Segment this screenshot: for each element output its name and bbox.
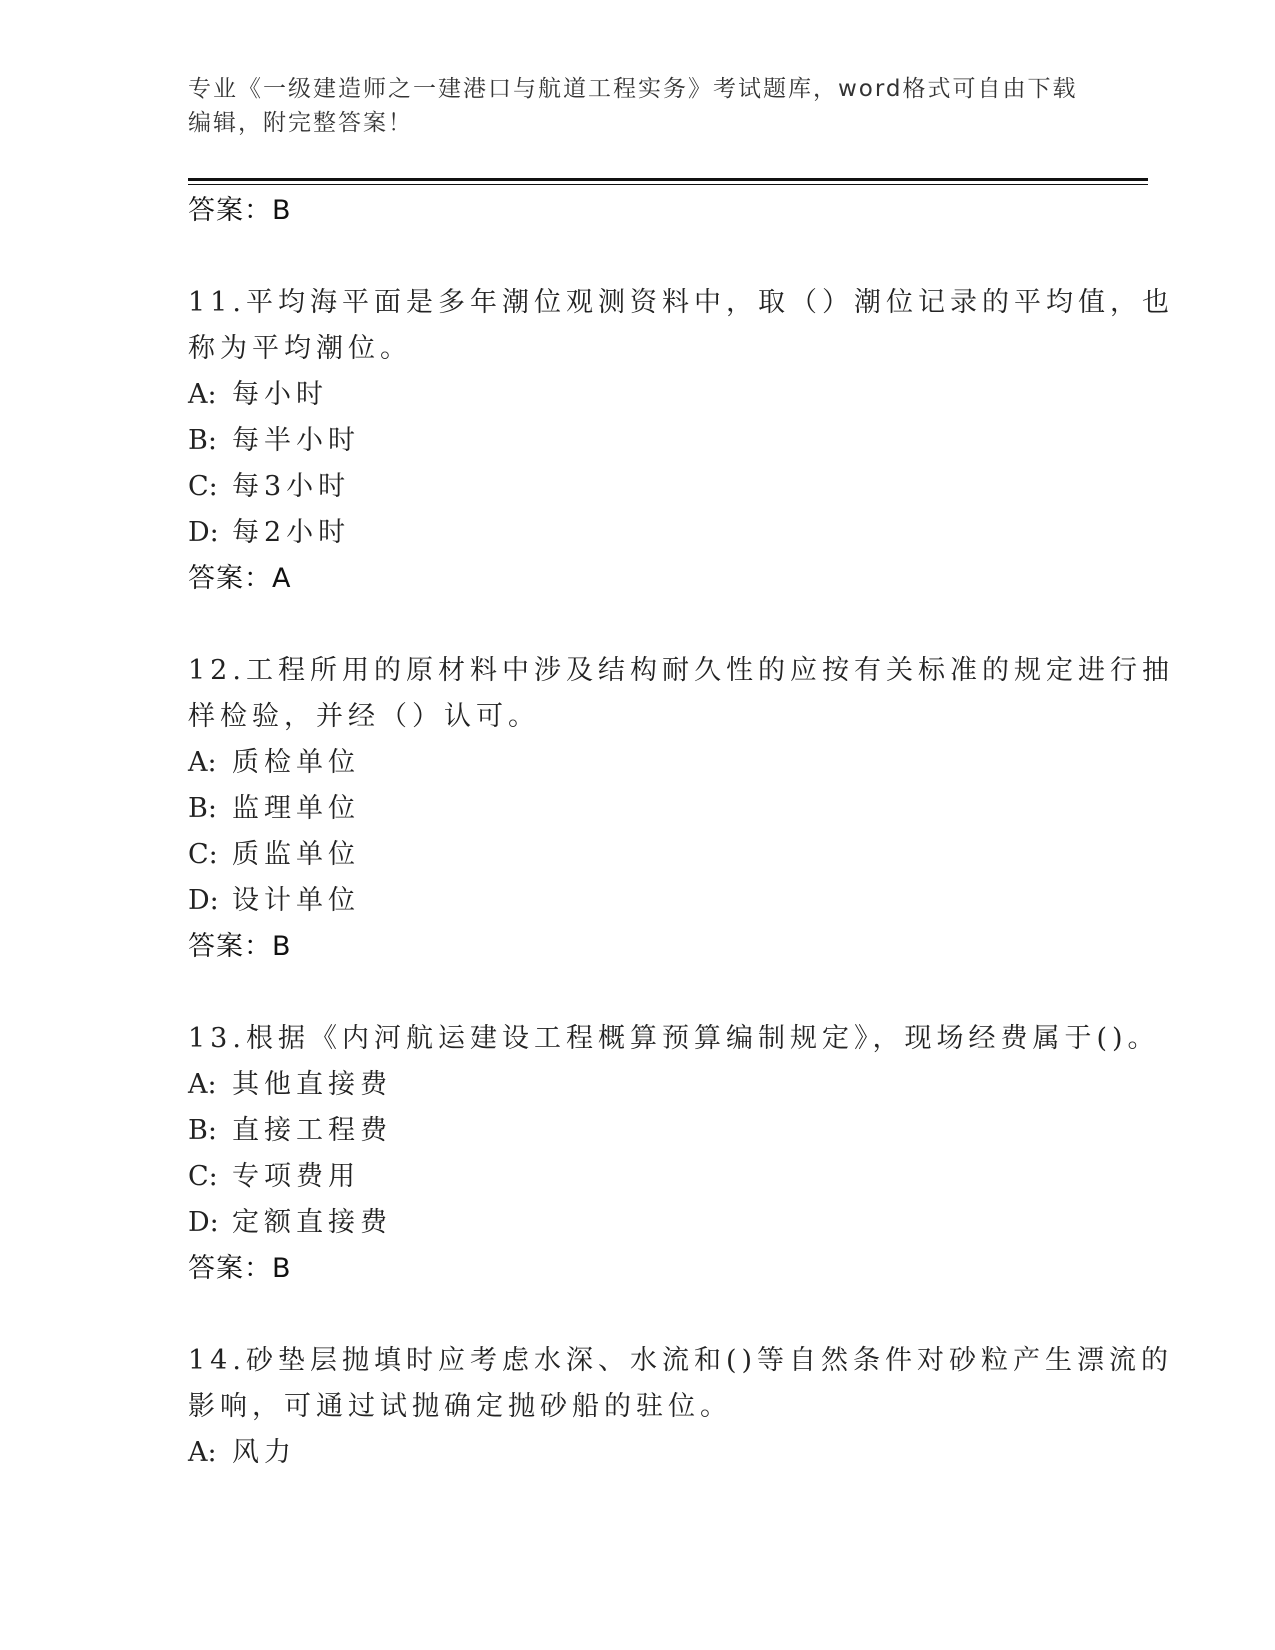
- answer-line: 答案：B: [188, 931, 292, 962]
- question-line: 称为平均潮位。: [188, 333, 412, 364]
- question-text: [188, 280, 1174, 372]
- option-letter: A:: [188, 379, 217, 410]
- option-text: 其他直接费: [232, 1069, 392, 1100]
- header-divider-thin: [188, 184, 1148, 185]
- option-text: 质检单位: [232, 747, 360, 778]
- question-11: [188, 280, 1174, 602]
- question-14: [188, 1338, 1174, 1476]
- question-line: 样检验，并经（）认可。: [188, 701, 540, 732]
- option-a: [188, 740, 1088, 786]
- option-letter: C:: [188, 471, 218, 502]
- option-text: 设计单位: [232, 885, 360, 916]
- question-line: 14.砂垫层抛填时应考虑水深、水流和()等自然条件对砂粒产生漂流的: [188, 1345, 1174, 1376]
- answer-line: 答案：B: [188, 1253, 292, 1284]
- option-letter: D:: [188, 885, 219, 916]
- option-text: 每3小时: [232, 471, 351, 502]
- document-body: [188, 188, 1174, 1476]
- question-text: [188, 1338, 1174, 1430]
- option-letter: A:: [188, 1437, 217, 1468]
- option-letter: C:: [188, 1161, 218, 1192]
- option-a: [188, 372, 1088, 418]
- option-text: 专项费用: [232, 1161, 360, 1192]
- option-text: 风力: [232, 1437, 296, 1468]
- option-letter: D:: [188, 517, 219, 548]
- header-line-1: 专业《一级建造师之一建港口与航道工程实务》考试题库，word格式可自由下载: [188, 76, 1078, 102]
- option-a: [188, 1430, 1088, 1476]
- option-text: 定额直接费: [232, 1207, 392, 1238]
- option-b: [188, 786, 1088, 832]
- option-letter: A:: [188, 747, 217, 778]
- question-line: 13.根据《内河航运建设工程概算预算编制规定》，现场经费属于()。: [188, 1023, 1160, 1054]
- question-line: 12.工程所用的原材料中涉及结构耐久性的应按有关标准的规定进行抽: [188, 655, 1174, 686]
- question-line: 11.平均海平面是多年潮位观测资料中，取（）潮位记录的平均值，也: [188, 287, 1174, 318]
- question-12: [188, 648, 1174, 970]
- option-text: 直接工程费: [232, 1115, 392, 1146]
- option-text: 每小时: [232, 379, 328, 410]
- header-divider-thick: [188, 178, 1148, 181]
- option-b: [188, 418, 1088, 464]
- option-d: [188, 510, 1088, 556]
- answer-line: 答案：B: [188, 195, 292, 226]
- option-text: 质监单位: [232, 839, 360, 870]
- option-c: [188, 1154, 1088, 1200]
- option-letter: B:: [188, 1115, 217, 1146]
- option-text: 每2小时: [232, 517, 351, 548]
- question-text: [188, 1016, 1160, 1062]
- option-d: [188, 878, 1088, 924]
- option-letter: B:: [188, 793, 217, 824]
- option-letter: C:: [188, 839, 218, 870]
- question-line: 影响，可通过试抛确定抛砂船的驻位。: [188, 1391, 732, 1422]
- option-letter: B:: [188, 425, 217, 456]
- question-text: [188, 648, 1174, 740]
- option-c: [188, 832, 1088, 878]
- answer-line: 答案：A: [188, 563, 292, 594]
- header-line-2: 编辑，附完整答案！: [188, 110, 413, 136]
- option-text: 监理单位: [232, 793, 360, 824]
- document-header: [188, 72, 1088, 140]
- option-d: [188, 1200, 1088, 1246]
- option-letter: D:: [188, 1207, 219, 1238]
- option-b: [188, 1108, 1088, 1154]
- question-13: [188, 1016, 1160, 1292]
- option-text: 每半小时: [232, 425, 360, 456]
- option-c: [188, 464, 1088, 510]
- option-letter: A:: [188, 1069, 217, 1100]
- option-a: [188, 1062, 1088, 1108]
